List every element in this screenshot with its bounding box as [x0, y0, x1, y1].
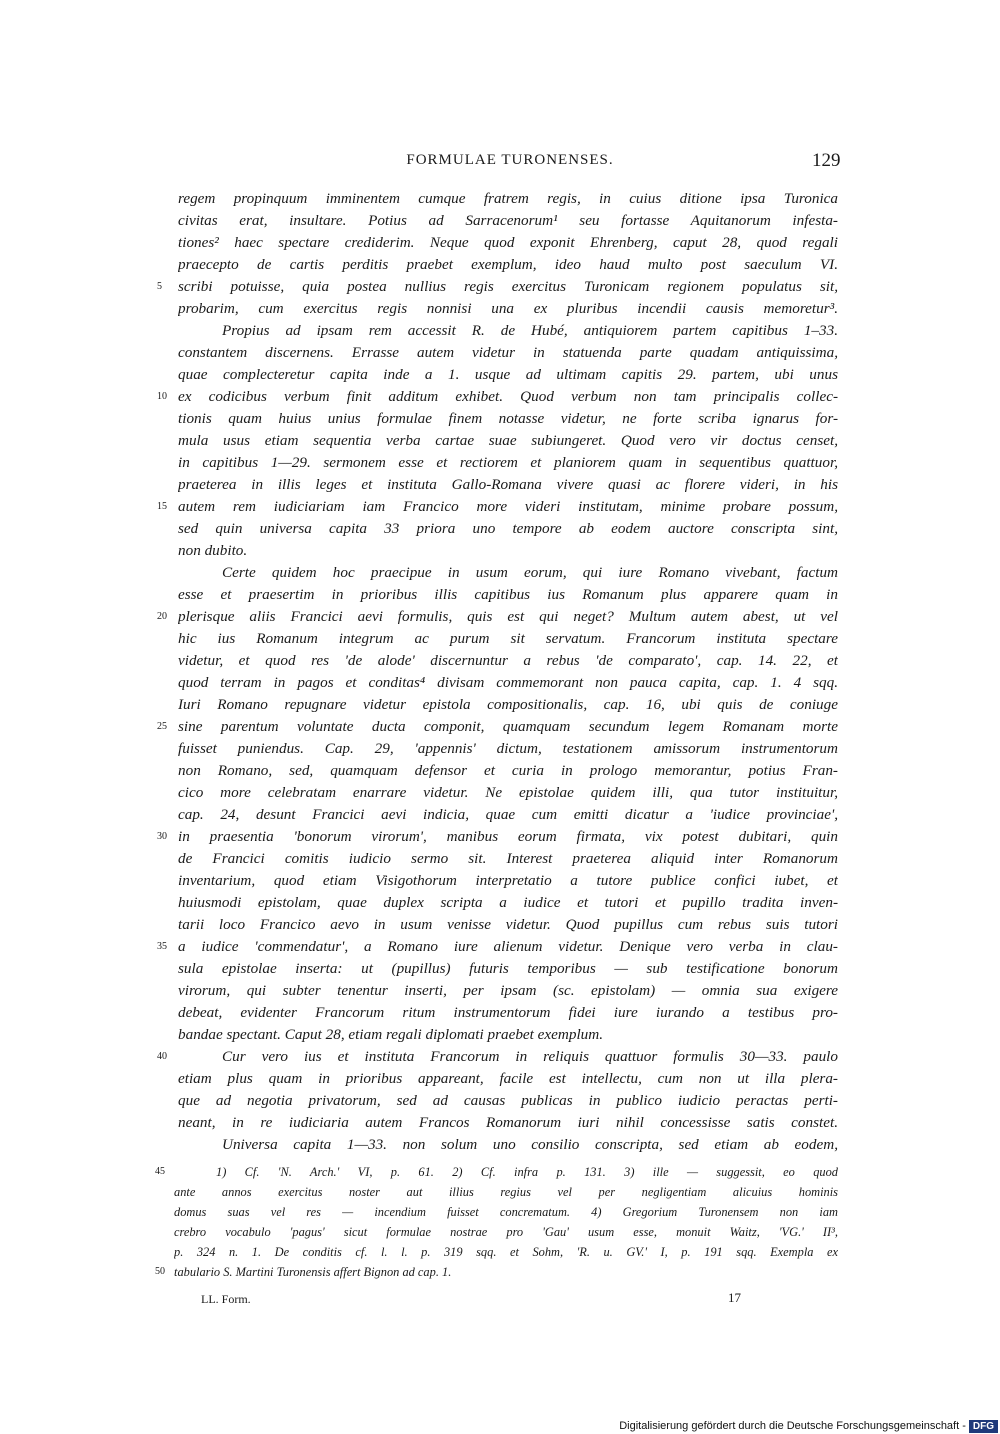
body-line: cap. 24, desunt Francici aevi indicia, quae cum emitti dicatur a 'iudice provinciae', [178, 806, 838, 823]
body-line: sed quin universa capita 33 priora uno tempore ab eodem auctore conscripta sint, [178, 520, 838, 537]
footnote-line: p. 324 n. 1. De conditis cf. l. l. p. 319 sqq. et Sohm, 'R. u. GV.' I, p. 191 sqq. Exempla ex [174, 1245, 838, 1259]
line-number: 5 [157, 281, 162, 292]
body-line: inventarium, quod etiam Visigothorum interpretatio a tutore publice confici iubet, et [178, 872, 838, 889]
dfg-logo-icon: DFG [969, 1420, 998, 1433]
line-number: 40 [157, 1051, 167, 1062]
body-line: quae complecteretur capita inde a 1. usque ad ultimam capitis 29. partem, ubi unus [178, 366, 838, 383]
body-line: a iudice 'commendatur', a Romano iure alienum videtur. Denique vero verba in clau- [178, 938, 838, 955]
body-line: constantem discernens. Errasse autem videtur in statuenda parte quadam antiquissima, [178, 344, 838, 361]
page-number: 129 [812, 150, 841, 171]
body-line: praecepto de cartis perditis praebet exemplum, ideo haud multo post saeculum VI. [178, 256, 838, 273]
body-line: esse et praesertim in prioribus illis capitibus ius Romanum plus apparere quam in [178, 586, 838, 603]
body-line: non dubito. [178, 542, 248, 559]
line-number: 20 [157, 611, 167, 622]
body-line: regem propinquum imminentem cumque fratrem regis, in cuius ditione ipsa Turonica [178, 190, 838, 207]
line-number: 30 [157, 831, 167, 842]
body-line: de Francici comitis iudicio sermo sit. Interest praeterea aliquid inter Romanorum [178, 850, 838, 867]
body-line: bandae spectant. Caput 28, etiam regali diplomati praebet exemplum. [178, 1026, 604, 1043]
body-line: que ad negotia privatorum, sed ad causas publicas in publico iudicio peractas perti- [178, 1092, 838, 1109]
body-line: non Romano, sed, quamquam defensor et curia in prologo memorantur, potius Fran- [178, 762, 838, 779]
body-line: scribi potuisse, quia postea nullius regis exercitus Turonicam regionem populatus sit, [178, 278, 838, 295]
signature-number: 17 [728, 1290, 741, 1305]
body-line: debeat, evidenter Francorum ritum instrumentorum fidei iure iurando a testibus pro- [178, 1004, 838, 1021]
body-line: praeterea in illis leges et instituta Gallo-Romana vivere quasi ac florere videri, in his [178, 476, 838, 493]
body-line: Universa capita 1—33. non solum uno consilio conscripta, sed etiam ab eodem, [222, 1136, 838, 1153]
footnote-line: 1) Cf. 'N. Arch.' VI, p. 61. 2) Cf. infra p. 131. 3) ille — suggessit, eo quod [216, 1165, 838, 1179]
body-line: civitas erat, insultare. Potius ad Sarracenorum¹ seu fortasse Aquitanorum infesta- [178, 212, 838, 229]
body-line: cico more celebratam enarrare videtur. Ne epistolae quidem illi, qua tutor instituitur, [178, 784, 838, 801]
running-title: FORMULAE TURONENSES. [406, 152, 614, 168]
body-line: Certe quidem hoc praecipue in usum eorum, qui iure Romano vivebant, factum [222, 564, 838, 581]
body-line: tiones² haec spectare crediderim. Neque quod exponit Ehrenberg, caput 28, quod regali [178, 234, 838, 251]
body-line: virorum, qui subter tenentur inserti, per ipsam (sc. epistolam) — omnia sua exigere [178, 982, 838, 999]
digitization-credit [619, 1418, 1000, 1434]
body-line: quod terram in pagos et conditas⁴ divisam commemorant non pauca capita, cap. 1. 4 sqq. [178, 674, 838, 691]
line-number: 25 [157, 721, 167, 732]
body-line: sula epistolae inserta: ut (pupillus) futuris temporibus — sub testificatione bonorum [178, 960, 838, 977]
body-line: Propius ad ipsam rem accessit R. de Hubé, antiquiorem partem capitibus 1–33. [222, 322, 838, 339]
line-number: 15 [157, 501, 167, 512]
body-line: fuisset puniendus. Cap. 29, 'appennis' dictum, testationem amissorum instrumentorum [178, 740, 838, 757]
body-line: hic ius Romanum integrum ac purum sit servatum. Francorum instituta spectare [178, 630, 838, 647]
line-number: 35 [157, 941, 167, 952]
body-line: in capitibus 1—29. sermonem esse et rectiorem et planiorem quam in sequentibus quattuor, [178, 454, 838, 471]
body-line: tarii loco Francico aevo in usum venisse videtur. Quod pupillus cum rebus suis tutori [178, 916, 838, 933]
body-line: plerisque aliis Francici aevi formulis, quis est qui neget? Multum autem abest, ut vel [178, 608, 838, 625]
body-line: mula usus etiam sequentia verba cartae suae subiungeret. Quod vero vir doctus censet, [178, 432, 838, 449]
body-line: videtur, et quod res 'de alode' discernuntur a rebus 'de comparato', cap. 14. 22, et [178, 652, 838, 669]
body-line: tionis quam huius unius formulae finem notasse videtur, ne forte scriba ignarus for- [178, 410, 838, 427]
credit-text: Digitalisierung gefördert durch die Deutsche Forschungsgemeinschaft - [619, 1420, 966, 1432]
body-line: huiusmodi epistolam, quae duplex scripta a iudice et tutori et pupillo tradita inven- [178, 894, 838, 911]
signature-label: LL. Form. [201, 1292, 251, 1306]
body-line: neant, in re iudiciaria autem Francos Romanorum iuri nihil concessisse satis constet. [178, 1114, 838, 1131]
body-line: in praesentia 'bonorum virorum', manibus eorum firmata, vix potest dubitari, quin [178, 828, 838, 845]
line-number: 45 [155, 1166, 165, 1177]
footnote-line: crebro vocabulo 'pagus' sicut formulae nostrae pro 'Gau' usum esse, monuit Waitz, 'VG.' II³, [174, 1225, 838, 1239]
body-line: Iuri Romano repugnare videtur epistola compositionalis, cap. 16, ubi quis de coniuge [178, 696, 838, 713]
body-line: sine parentum voluntate ducta componit, quamquam secundum legem Romanam morte [178, 718, 838, 735]
body-line: etiam plus quam in prioribus appareant, facile est intellectu, cum non ut illa plera- [178, 1070, 838, 1087]
footnote-line: tabulario S. Martini Turonensis affert Bignon ad cap. 1. [174, 1265, 452, 1279]
body-line: probarim, cum exercitus regis nonnisi una ex pluribus incendii causis memoretur³. [178, 300, 838, 317]
body-line: ex codicibus verbum finit additum exhibet. Quod verbum non tam principalis collec- [178, 388, 838, 405]
line-number: 10 [157, 391, 167, 402]
footnote-line: ante annos exercitus noster aut illius regius vel per negligentiam alicuius hominis [174, 1185, 838, 1199]
line-number: 50 [155, 1266, 165, 1277]
body-line: Cur vero ius et instituta Francorum in reliquis quattuor formulis 30—33. paulo [222, 1048, 838, 1065]
body-line: autem rem iudiciariam iam Francico more videri institutam, minime probare possum, [178, 498, 838, 515]
footnote-line: domus suas vel res — incendium fuisset concrematum. 4) Gregorium Turonensem non iam [174, 1205, 838, 1219]
